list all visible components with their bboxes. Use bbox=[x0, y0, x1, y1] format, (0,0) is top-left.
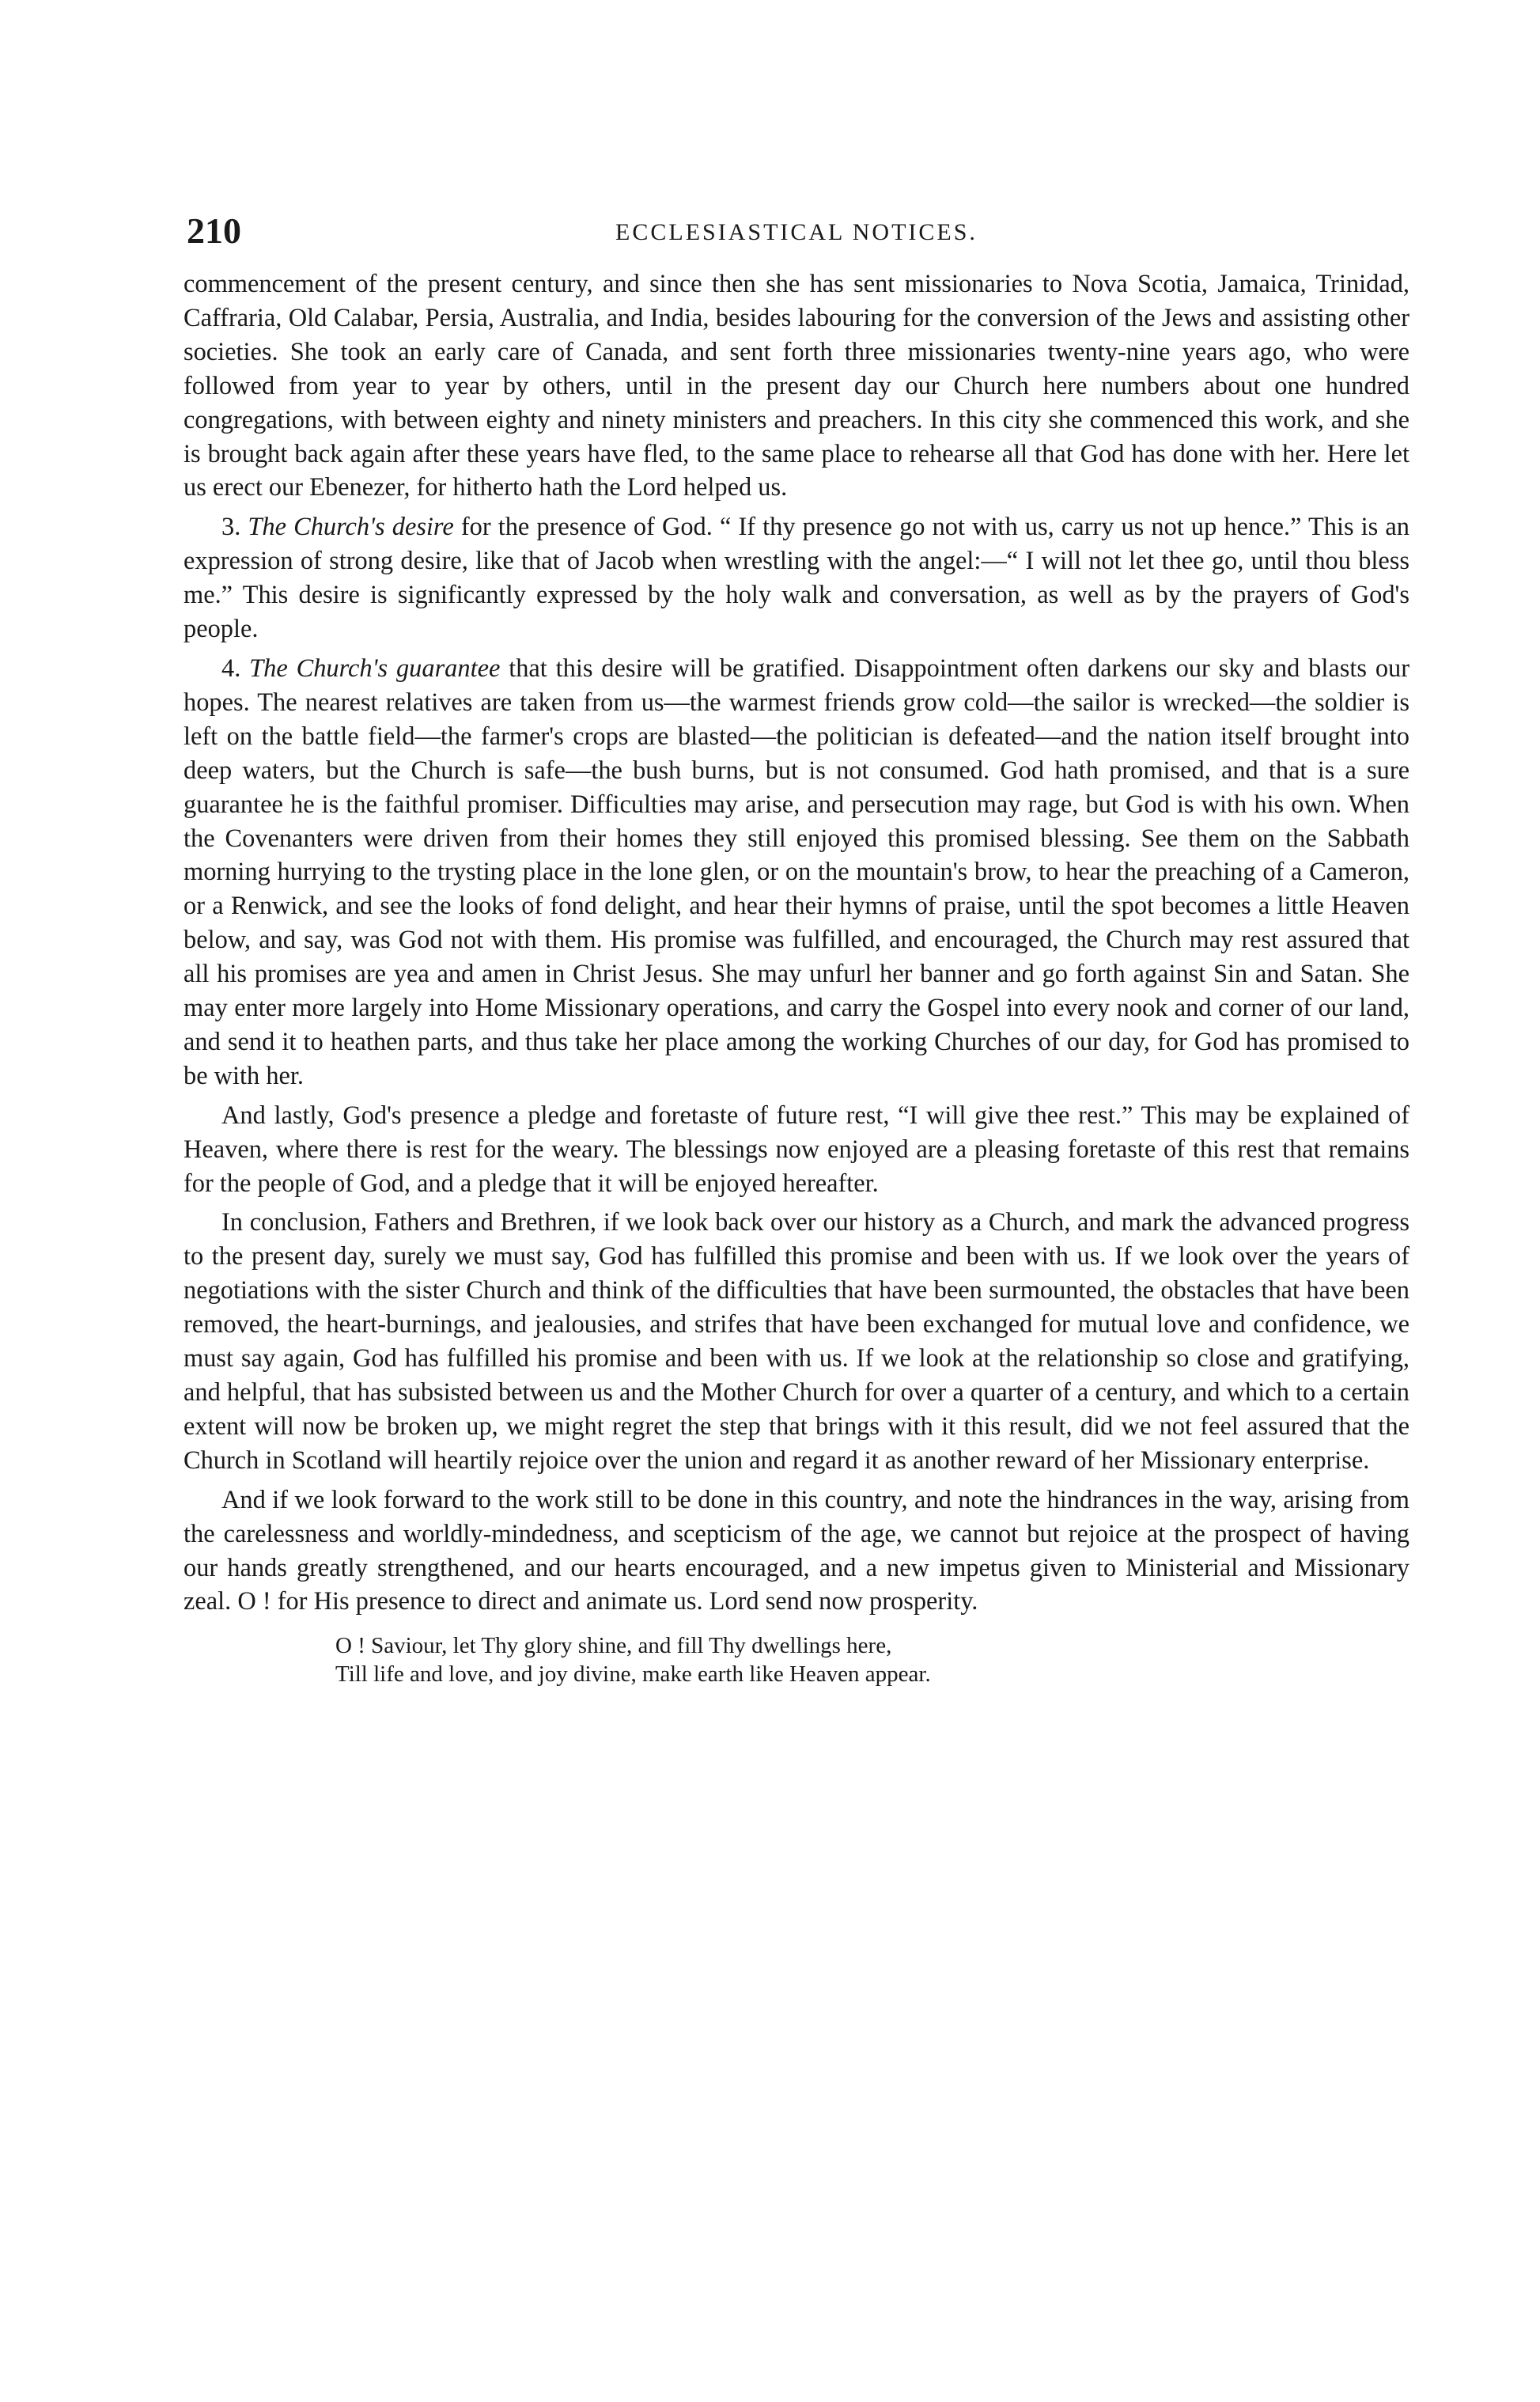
paragraph-continuation: commencement of the present century, and since then she has sent missionaries to Nova Scotia, Jamaica, Trinidad, Caffraria, Old Calabar, Persia, Australia, and India, besides labouring for the conversion of the Jews and assisting other societies. She took an early care of Canada, and sent forth three missionaries twenty-nine years ago, who were followed from year to year by others, until in the present day our Church here numbers about one hundred congregations, with between eighty and ninety ministers and preachers. In this city she commenced this work, and she is brought back again after these years have fled, to the same place to rehearse all that God has done with her. Here let us erect our Ebenezer, for hitherto hath the Lord helped us. bbox=[184, 270, 1409, 502]
section-number: 3. bbox=[221, 513, 241, 542]
verse-line-1: O ! Saviour, let Thy glory shine, and fill Thy dwellings here, bbox=[335, 1633, 892, 1659]
paragraph-church-desire bbox=[184, 510, 1409, 646]
article-body bbox=[184, 267, 1409, 1619]
section-label: The Church's desire bbox=[248, 513, 454, 542]
running-head bbox=[184, 207, 1409, 263]
section-text: that this desire will be gratified. Disappointment often darkens our sky and blasts our hopes. The nearest relatives are taken from us—the warmest friends grow cold—the sailor is wrecked—the soldier is left on the battle field—the farmer's crops are blasted—the politician is defeated—and the nation itself brought into deep waters, but the Church is safe—the bush burns, but is not consumed. God hath promised, and that is a sure guarantee he is the faithful promiser. Difficulties may arise, and persecution may rage, but God is with his own. When the Covenanters were driven from their homes they still enjoyed this promised blessing. See them on the Sabbath morning hurrying to the trysting place in the lone glen, or on the mountain's brow, to hear the preaching of a Cameron, or a Renwick, and see the looks of fond delight, and hear their hymns of praise, until the spot becomes a little Heaven below, and say, was God not with them. His promise was fulfilled, and encouraged, the Church may rest assured that all his promises are yea and amen in Christ Jesus. She may unfurl her banner and go forth against Sin and Satan. She may enter more largely into Home Missionary operations, and carry the Gospel into every nook and corner of our land, and send it to heathen parts, and thus take her place among the working Churches of our day, for God has promised to be with her. bbox=[184, 654, 1409, 1090]
paragraph-church-guarantee bbox=[184, 652, 1409, 1093]
paragraph-future-rest: And lastly, God's presence a pledge and foretaste of future rest, “I will give thee rest.” This may be explained of Heaven, where there is rest for the weary. The blessings now enjoyed are a pleasing foretaste of this rest that remains for the people of God, and a pledge that it will be enjoyed hereafter. bbox=[184, 1101, 1409, 1198]
running-title: ECCLESIASTICAL NOTICES. bbox=[615, 219, 978, 245]
section-text: for the presence of God. “ If thy presence go not with us, carry us not up hence.” This is an expression of strong desire, like that of Jacob when wrestling with the angel:—“ I will not let thee go, until thou bless me.” This desire is significantly expressed by the holy walk and conversation, as well as by the prayers of God's people. bbox=[184, 513, 1409, 644]
paragraph-looking-forward: And if we look forward to the work still to be done in this country, and note the hindrances in the way, arising from the carelessness and worldly-mindedness, and scepticism of the age, we cannot but rejoice at the prospect of having our hands greatly strengthened, and our hearts encouraged, and a new impetus given to Ministerial and Missionary zeal. O ! for His presence to direct and animate us. Lord send now prosperity. bbox=[184, 1485, 1409, 1616]
section-label: The Church's guarantee bbox=[249, 654, 501, 683]
verse-line-2: Till life and love, and joy divine, make earth like Heaven appear. bbox=[335, 1661, 931, 1688]
paragraph-conclusion: In conclusion, Fathers and Brethren, if we look back over our history as a Church, and mark the advanced progress to the present day, surely we must say, God has fulfilled this promise and been with us. If we look over the years of negotiations with the sister Church and think of the difficulties that have been surmounted, the obstacles that have been removed, the heart-burnings, and jealousies, and strifes that have been exchanged for mutual love and confidence, we must say again, God has fulfilled his promise and been with us. If we look at the relationship so close and gratifying, and helpful, that has subsisted between us and the Mother Church for over a quarter of a century, and which to a certain extent will now be broken up, we might regret the step that brings with it this result, did we not feel assured that the Church in Scotland will heartily rejoice over the union and regard it as another reward of her Missionary enterprise. bbox=[184, 1208, 1409, 1475]
page-number: 210 bbox=[187, 210, 241, 251]
section-number: 4. bbox=[221, 654, 241, 683]
document-page bbox=[184, 207, 1409, 2359]
closing-verse bbox=[184, 1631, 1409, 1688]
